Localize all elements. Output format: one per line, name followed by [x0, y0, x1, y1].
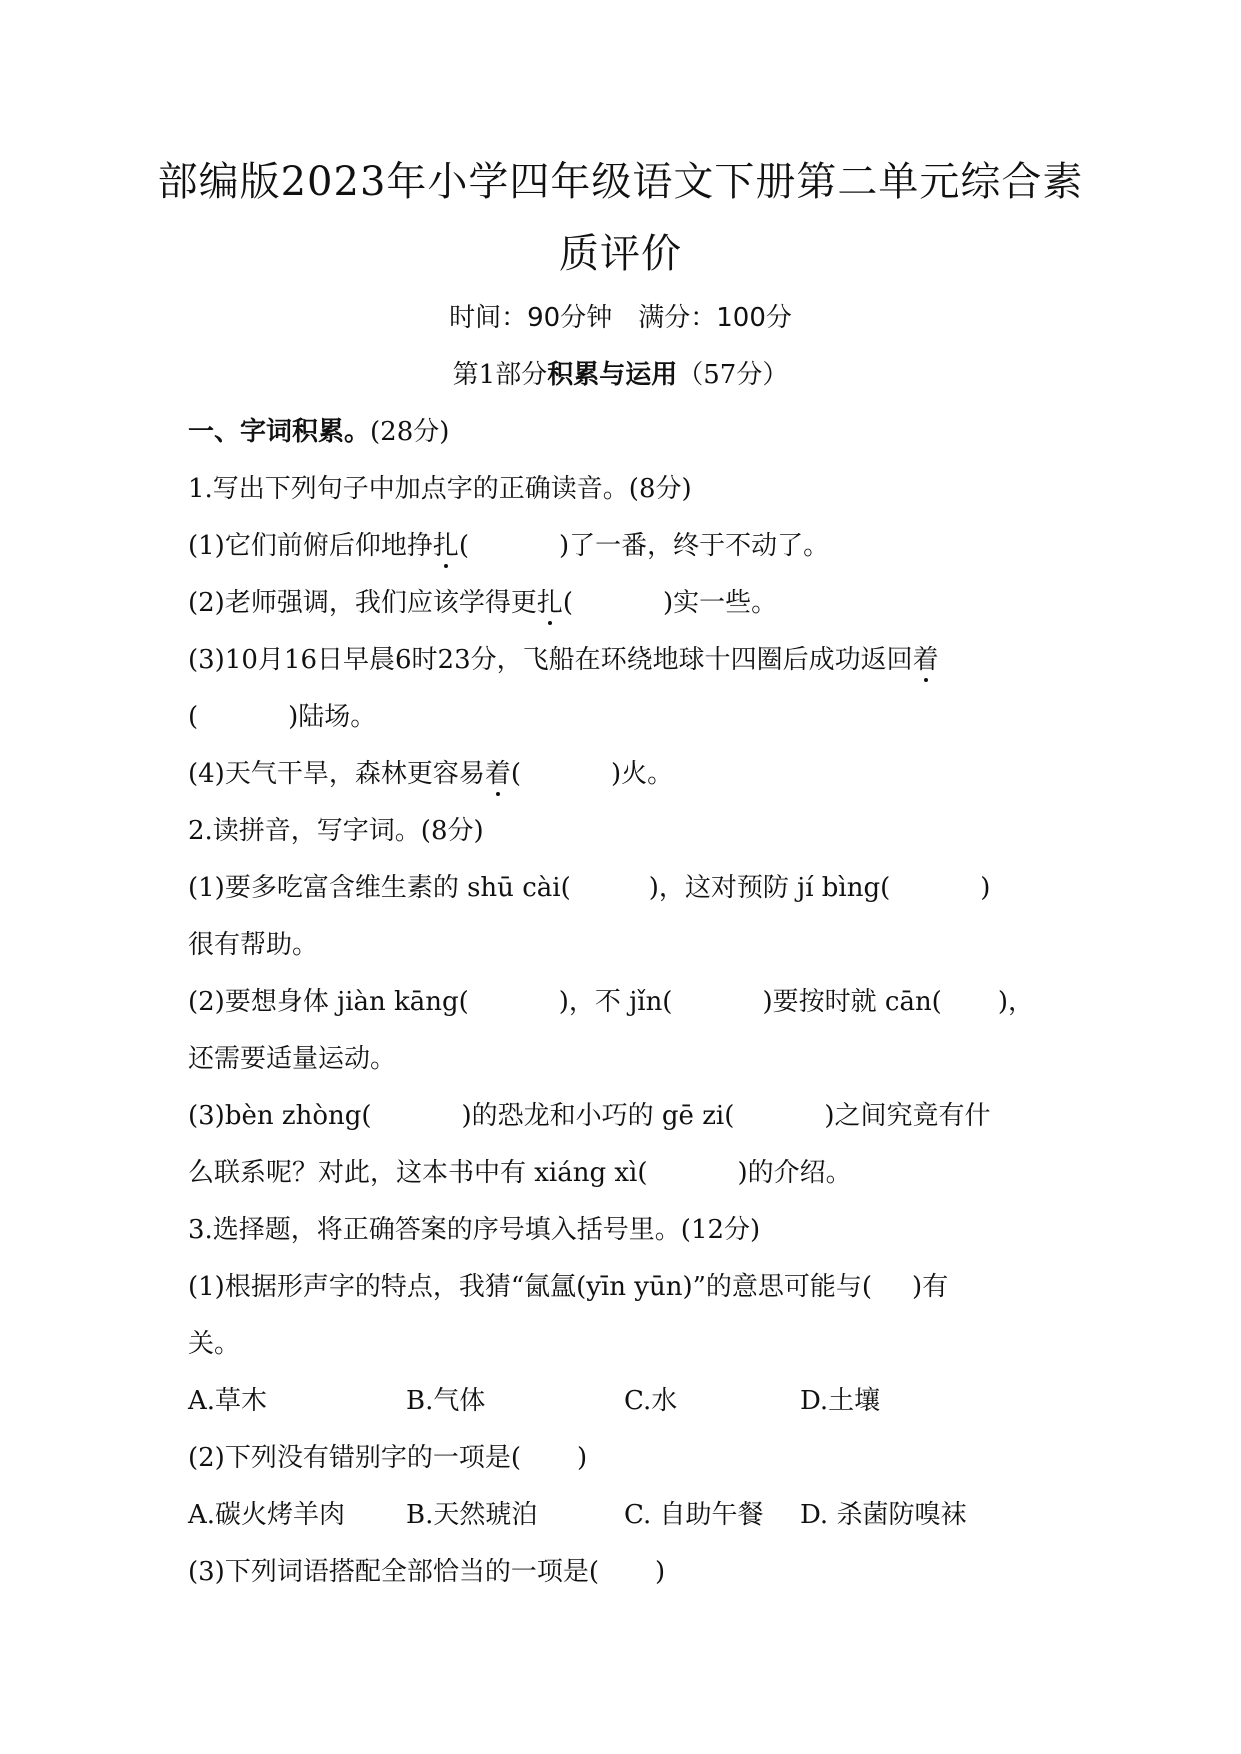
q3-2-option-d: D. 杀菌防嗅袜	[800, 1500, 967, 1530]
q3-1-option-b: B.气体	[406, 1386, 486, 1416]
q3-1-option-c: C.水	[624, 1386, 678, 1416]
q2-item-3-cont: 么联系呢？对此，这本书中有 xiáng xì( )的介绍。	[188, 1158, 852, 1188]
section-title: 一、字词积累。	[188, 417, 371, 447]
exam-meta	[0, 297, 1241, 334]
q3-item-1: (1)根据形声字的特点，我猜“氤氲(yīn yūn)”的意思可能与( )有	[188, 1272, 949, 1302]
q2-item-2-cont: 还需要适量运动。	[188, 1044, 397, 1074]
q3-2-option-b: B.天然琥泊	[406, 1500, 538, 1530]
q3-1-option-d: D.土壤	[800, 1386, 881, 1416]
title-line-1: 部编版2023年小学四年级语文下册第二单元综合素	[157, 159, 1084, 205]
dotted-char: 扎	[433, 525, 459, 562]
q1-item-3-cont: ( )陆场。	[188, 702, 377, 732]
q3-2-option-c: C. 自助午餐	[624, 1500, 764, 1530]
q3-item-2: (2)下列没有错别字的一项是( )	[188, 1443, 588, 1473]
part-name: 积累与运用	[547, 360, 678, 390]
part-heading	[0, 354, 1241, 391]
q3-1-option-a: A.草木	[188, 1386, 268, 1416]
section-heading	[188, 411, 1058, 448]
q2-item-3: (3)bèn zhòng( )的恐龙和小巧的 gē zi( )之间究竟有什	[188, 1101, 991, 1131]
q1-item-4: (4)天气干旱，森林更容易着( )火。	[188, 753, 1058, 790]
q3-stem: 3.选择题，将正确答案的序号填入括号里。(12分)	[188, 1215, 761, 1245]
title-line-2: 质评价	[559, 231, 682, 277]
time-unit: 分钟	[560, 303, 613, 333]
q2-item-2: (2)要想身体 jiàn kāng( )，不 jǐn( )要按时就 cān( )，	[188, 987, 1034, 1017]
dotted-char: 着	[913, 639, 939, 676]
dotted-char: 着	[485, 753, 511, 790]
score-value: 100	[716, 303, 766, 333]
q2-item-1-cont: 很有帮助。	[188, 930, 319, 960]
q2-stem: 2.读拼音，写字词。(8分)	[188, 816, 484, 846]
time-label: 时间：	[449, 303, 528, 333]
q3-2-option-a: A.碳火烤羊肉	[188, 1500, 346, 1530]
q1-item-1: (1)它们前俯后仰地挣扎( )了一番，终于不动了。	[188, 525, 1058, 562]
dotted-char: 扎	[537, 582, 563, 619]
score-label: 满分：	[638, 303, 717, 333]
section-score: (28分)	[370, 417, 450, 447]
part-score: （57分）	[677, 360, 789, 390]
q3-item-1-cont: 关。	[188, 1329, 241, 1359]
q2-item-1: (1)要多吃富含维生素的 shū cài( )，这对预防 jí bìng( )	[188, 873, 991, 903]
time-value: 90	[527, 303, 561, 333]
part-prefix: 第1部分	[452, 360, 548, 390]
q1-stem: 1.写出下列句子中加点字的正确读音。(8分)	[188, 474, 692, 504]
score-unit: 分	[765, 303, 792, 333]
q3-item-3: (3)下列词语搭配全部恰当的一项是( )	[188, 1557, 666, 1587]
q1-item-3: (3)10月16日早晨6时23分，飞船在环绕地球十四圈后成功返回着	[188, 639, 1058, 676]
q1-item-2: (2)老师强调，我们应该学得更扎( )实一些。	[188, 582, 1058, 619]
